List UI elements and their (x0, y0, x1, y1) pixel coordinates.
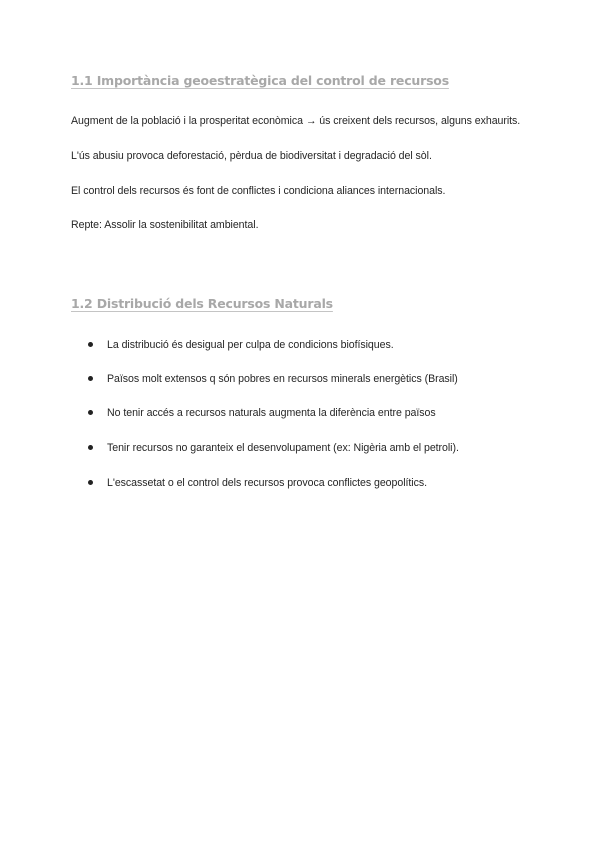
list-item (88, 442, 459, 454)
list-item (88, 407, 436, 419)
paragraph-4: Repte: Assolir la sostenibilitat ambiental. (71, 219, 259, 231)
list-item-text: Països molt extensos q són pobres en recursos minerals energètics (Brasil) (107, 373, 458, 385)
list-item-text: Tenir recursos no garanteix el desenvolupament (ex: Nigèria amb el petroli). (107, 442, 459, 454)
bullet-icon (88, 480, 93, 485)
bullet-icon (88, 445, 93, 450)
list-item (88, 477, 427, 489)
section-heading-1: 1.1 Importància geoestratègica del control de recursos (71, 73, 449, 88)
list-item (88, 373, 458, 385)
paragraph-3: El control dels recursos és font de conflictes i condiciona aliances internacionals. (71, 185, 446, 197)
bullet-icon (88, 410, 93, 415)
list-item-text: L'escassetat o el control dels recursos provoca conflictes geopolítics. (107, 477, 427, 489)
paragraph-1: Augment de la població i la prosperitat econòmica → ús creixent dels recursos, alguns exhaurits. (71, 115, 521, 127)
section-heading-2: 1.2 Distribució dels Recursos Naturals (71, 296, 333, 311)
bullet-icon (88, 342, 93, 347)
bullet-icon (88, 376, 93, 381)
list-item-text: La distribució és desigual per culpa de condicions biofísiques. (107, 339, 394, 351)
paragraph-2: L'ús abusiu provoca deforestació, pèrdua de biodiversitat i degradació del sòl. (71, 150, 432, 162)
list-item (88, 339, 394, 351)
list-item-text: No tenir accés a recursos naturals augmenta la diferència entre països (107, 407, 436, 419)
